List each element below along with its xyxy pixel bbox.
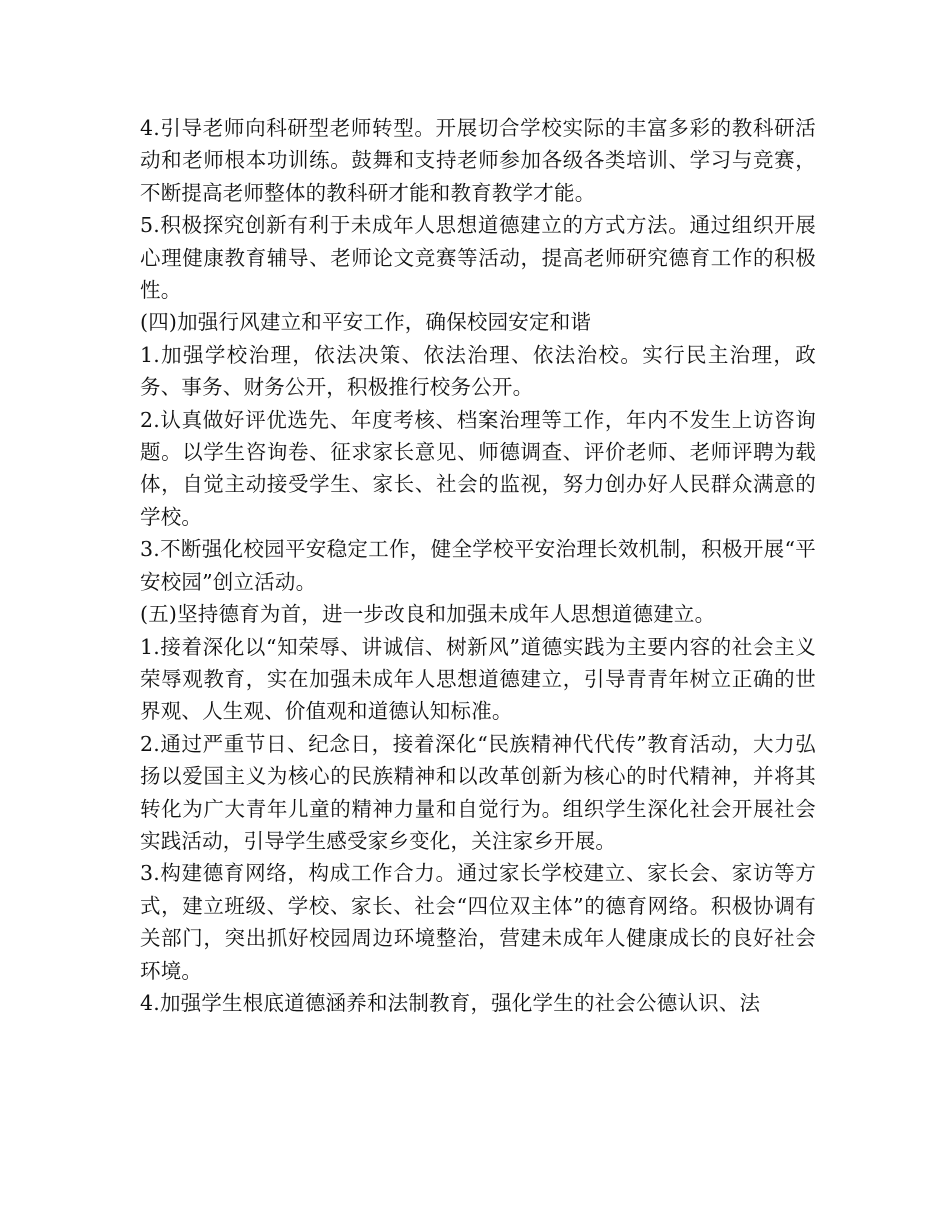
paragraph-item-2-national-spirit: 2.通过严重节日、纪念日，接着深化“民族精神代代传”教育活动，大力弘扬以爱国主义为核心的民族精神和以改革创新为核心的时代精神，并将其转化为广大青年儿童的精神力量和自觉行为。组织学生深化社会开展社会实践活动，引导学生感受家乡变化，关注家乡开展。 [140, 731, 816, 853]
document-body [140, 112, 816, 1019]
paragraph-item-5-moral-methods: 5.积极探究创新有利于未成年人思想道德建立的方式方法。通过组织开展心理健康教育辅导、老师论文竞赛等活动，提高老师研究德育工作的积极性。 [140, 213, 816, 303]
paragraph-item-3-campus-safety: 3.不断强化校园平安稳定工作，健全学校平安治理长效机制，积极开展“平安校园”创立活动。 [140, 537, 816, 594]
paragraph-item-3-moral-network: 3.构建德育网络，构成工作合力。通过家长学校建立、家长会、家访等方式，建立班级、学校、家长、社会“四位双主体”的德育网络。积极协调有关部门，突出抓好校园周边环境整治，营建未成年人健康成长的良好社会环境。 [140, 861, 816, 983]
paragraph-item-2-evaluation: 2.认真做好评优选先、年度考核、档案治理等工作，年内不发生上访咨询题。以学生咨询卷、征求家长意见、师德调查、评价老师、老师评聘为载体，自觉主动接受学生、家长、社会的监视，努力创办好人民群众满意的学校。 [140, 407, 816, 529]
section-heading-5: (五)坚持德育为首，进一步改良和加强未成年人思想道德建立。 [140, 602, 716, 627]
paragraph-item-4-legal-education: 4.加强学生根底道德涵养和法制教育，强化学生的社会公德认识、法 [140, 990, 761, 1015]
section-heading-4: (四)加强行风建立和平安工作，确保校园安定和谐 [140, 310, 592, 335]
paragraph-item-1-honor-education: 1.接着深化以“知荣辱、讲诚信、树新风”道德实践为主要内容的社会主义荣辱观教育，实在加强未成年人思想道德建立，引导青青年树立正确的世界观、人生观、价值观和道德认知标准。 [140, 634, 816, 724]
paragraph-item-4-teacher-research: 4.引导老师向科研型老师转型。开展切合学校实际的丰富多彩的教科研活动和老师根本功训练。鼓舞和支持老师参加各级各类培训、学习与竞赛，不断提高老师整体的教科研才能和教育教学才能。 [140, 116, 816, 205]
paragraph-item-1-school-governance: 1.加强学校治理，依法决策、依法治理、依法治校。实行民主治理，政务、事务、财务公开，积极推行校务公开。 [140, 342, 816, 400]
